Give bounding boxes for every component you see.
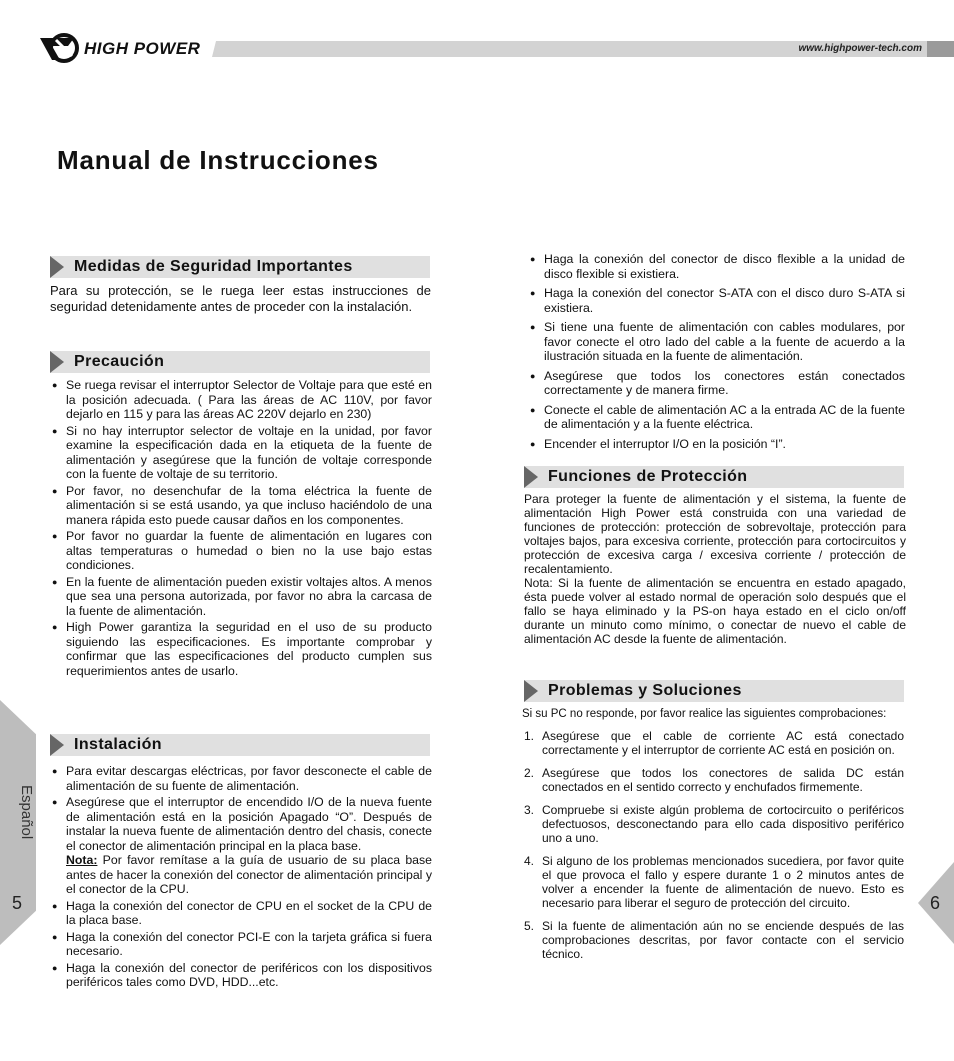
section-header-funciones [524, 466, 904, 488]
section-header-problemas [524, 680, 904, 702]
medidas-text: Para su protección, se le ruega leer estas instrucciones de seguridad detenidamente antes de proceder con la instalación. [50, 283, 431, 314]
section-header-instalacion [50, 734, 430, 756]
language-label: Español [18, 785, 35, 840]
list-item: 5. Si la fuente de alimentación aún no se enciende después de las comprobaciones descritas, por favor contacte con el servicio técnico. [524, 919, 904, 961]
page-title: Manual de Instrucciones [57, 145, 379, 175]
list-item: ● Encender el interruptor I/O en la posición “I”. [530, 437, 905, 452]
list-item: ● Conecte el cable de alimentación AC a la entrada AC de la fuente de alimentación y a la fuente eléctrica. [530, 403, 905, 432]
section-heading: Problemas y Soluciones [548, 682, 742, 699]
list-item: 2. Asegúrese que todos los conectores de salida DC están conectados en el sentido correcto y enchufados firmemente. [524, 766, 904, 794]
section-heading: Funciones de Protección [548, 468, 748, 485]
list-item: ● Si no hay interruptor selector de voltaje en la unidad, por favor examine la especificación dada en la etiqueta de la fuente de alimentación y asegúrese que la función de voltaje corresponde con la fuente de voltaje de su territorio. [52, 424, 432, 482]
list-item: ● Haga la conexión del conector PCI-E con la tarjeta gráfica si fuera necesario. [52, 930, 432, 959]
list-item: ● Por favor no guardar la fuente de alimentación en lugares con altas temperaturas o humedad o bien no la use bajo estas condiciones. [52, 529, 432, 573]
funciones-text: Para proteger la fuente de alimentación y el sistema, la fuente de alimentación High Power está construida con una variedad de funciones de protección: protección de sobrevoltaje, protección para voltajes bajos, para excesiva corriente, protección para cortocircuitos y protección de excesiva carga / excesiva corriente / protección de recalentamiento. [524, 492, 906, 576]
funciones-note: Nota: Si la fuente de alimentación se encuentra en estado apagado, ésta puede volver al estado normal de operación solo después que el fallo se haya eliminado y la PS-on haya estado en el ciclo on/off durante un minuto como mínimo, o conectar de nuevo el cable de alimentación AC desde la fuente de alimentación. [524, 576, 906, 646]
section-header-medidas [50, 256, 430, 278]
section-arrow-icon [524, 466, 538, 488]
list-item: 4. Si alguno de los problemas mencionados sucediera, por favor quite el que provoca el fallo y espere durante 1 o 2 minutos antes de volver a encender la fuente de alimentación de nuevo. Esto es necesario para liberar el seguro de protección del circuito. [524, 854, 904, 910]
list-item: ● Si tiene una fuente de alimentación con cables modulares, por favor conecte el otro lado del cable a la fuente de acuerdo a la ilustración situada en la fuente de alimentación. [530, 320, 905, 364]
section-heading: Medidas de Seguridad Importantes [74, 258, 353, 275]
precaucion-list [52, 378, 432, 680]
list-item: ● Asegúrese que todos los conectores están conectados correctamente y de manera firme. [530, 369, 905, 398]
brand-name: HIGH POWER [84, 39, 201, 58]
instalacion-list [52, 764, 432, 992]
page-number-left: 5 [12, 893, 23, 913]
list-item: ● Haga la conexión del conector de disco flexible a la unidad de disco flexible si existiera. [530, 252, 905, 281]
section-heading: Precaución [74, 353, 165, 370]
list-item: ● Para evitar descargas eléctricas, por favor desconecte el cable de alimentación de su fuente de alimentación. [52, 764, 432, 793]
website-url: www.highpower-tech.com [798, 43, 922, 54]
section-arrow-icon [50, 256, 64, 278]
instalacion-list-continued [530, 252, 905, 453]
list-item: ● Se ruega revisar el interruptor Selector de Voltaje para que esté en la posición adecuada. ( Para las áreas de AC 110V, por favor dejarlo en 115 y para las áreas AC 220V dejarlo en 230) [52, 378, 432, 422]
problemas-intro: Si su PC no responde, por favor realice las siguientes comprobaciones: [522, 708, 887, 720]
section-arrow-icon [524, 680, 538, 702]
list-item: ● En la fuente de alimentación pueden existir voltajes altos. A menos que sea una persona autorizada, por favor no abra la carcasa de la fuente de alimentación. [52, 575, 432, 619]
list-item: ● Haga la conexión del conector de periféricos con los dispositivos periféricos tales como DVD, HDD...etc. [52, 961, 432, 990]
section-arrow-icon [50, 351, 64, 373]
list-item: 1. Asegúrese que el cable de corriente AC está conectado correctamente y el interruptor de corriente AC está en posición on. [524, 729, 904, 757]
section-arrow-icon [50, 734, 64, 756]
note-text: Por favor remítase a la guía de usuario de su placa base antes de hacer la conexión del conector de alimentación principal y el conector de la CPU. [66, 853, 432, 896]
note-label: Nota: [66, 853, 98, 867]
list-item [52, 795, 432, 897]
list-item-text: Asegúrese que el interruptor de encendido I/O de la nueva fuente de alimentación está en la posición Apagado “O”. Después de instalar la nueva fuente de alimentación dentro del chasis, conecte el conector de alimentación principal en la placa base. [66, 795, 432, 853]
section-header-precaucion [50, 351, 430, 373]
list-item: ● High Power garantiza la seguridad en el uso de su producto siguiendo las especificaciones. Es importante comprobar y confirmar que las especificaciones del producto cumplen sus requerimientos antes de usarlo. [52, 620, 432, 678]
list-item: ● Haga la conexión del conector S-ATA con el disco duro S-ATA si existiera. [530, 286, 905, 315]
problemas-list [524, 729, 904, 970]
page-number-right: 6 [930, 893, 941, 913]
header-bar-accent [927, 41, 954, 57]
list-item: ● Por favor, no desenchufar de la toma eléctrica la fuente de alimentación si se está usando, ya que incluso haciéndolo de una manera rápida esto puede causar daños en los componentes. [52, 484, 432, 528]
section-heading: Instalación [74, 736, 162, 753]
list-item: 3. Compruebe si existe algún problema de cortocircuito o periféricos defectuosos, desconectando para ello cada dispositivo periférico uno a uno. [524, 803, 904, 845]
list-item: ● Haga la conexión del conector de CPU en el socket de la CPU de la placa base. [52, 899, 432, 928]
